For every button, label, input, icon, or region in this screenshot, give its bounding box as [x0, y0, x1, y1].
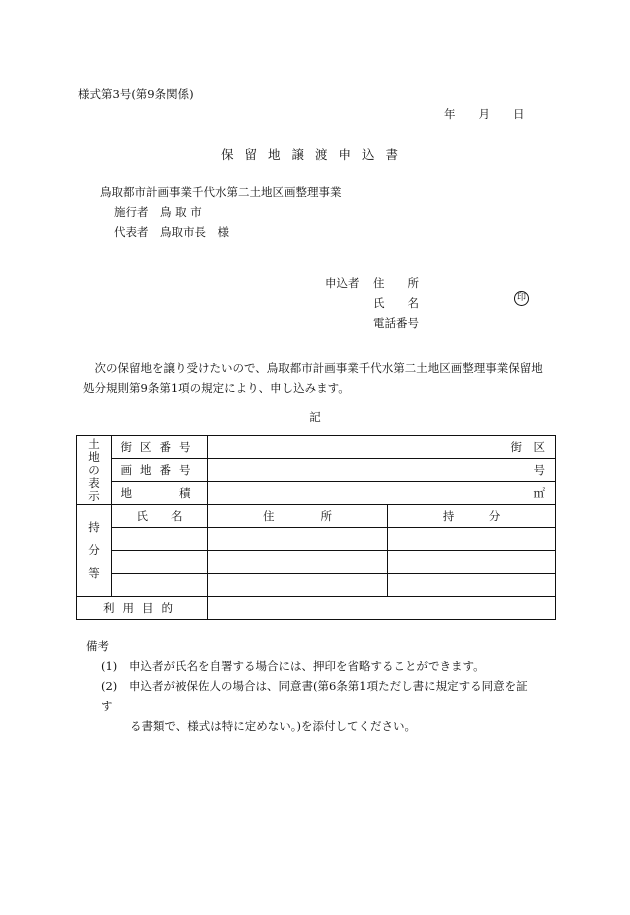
- note-item-continued: る書類で、様式は特に定めない。)を添付してください。: [130, 719, 417, 733]
- notes-heading: 備考: [86, 639, 109, 653]
- area-field[interactable]: [208, 482, 556, 505]
- share-cell[interactable]: [388, 574, 556, 597]
- table-row: [77, 551, 556, 574]
- applicant-label: 申込者: [325, 276, 360, 290]
- address-cell[interactable]: [208, 551, 388, 574]
- representative-line: 代表者 鳥取市長 様: [114, 225, 229, 239]
- applicant-block: [325, 273, 419, 333]
- date-line: 年 月 日: [444, 107, 525, 121]
- form-number: 様式第3号(第9条関係): [78, 87, 194, 101]
- block-number-field[interactable]: [208, 436, 556, 459]
- name-cell[interactable]: [112, 528, 208, 551]
- address-label: 住 所: [373, 276, 419, 290]
- table-row: [77, 574, 556, 597]
- lot-number-field[interactable]: [208, 459, 556, 482]
- operator-line: 施行者 鳥 取 市: [114, 205, 202, 219]
- seal-icon: 印: [514, 291, 529, 306]
- address-cell[interactable]: [208, 528, 388, 551]
- block-number-label: 街区番号: [112, 436, 208, 459]
- project-name: 鳥取都市計画事業千代水第二土地区画整理事業: [100, 185, 342, 199]
- share-cell[interactable]: [388, 528, 556, 551]
- phone-label: 電話番号: [373, 316, 419, 330]
- statement-paragraph: 次の保留地を譲り受けたいので、鳥取都市計画事業千代水第二土地区画整理事業保留地処分規則第9条第1項の規定により、申し込みます。: [83, 361, 543, 395]
- purpose-field[interactable]: [208, 597, 556, 620]
- share-group-label: 持 分 等: [77, 505, 112, 597]
- name-cell[interactable]: [112, 551, 208, 574]
- area-label: 地 積: [112, 482, 208, 505]
- purpose-label: 利用目的: [77, 597, 208, 620]
- area-unit: ㎡: [533, 486, 545, 500]
- ki-heading: 記: [309, 410, 321, 424]
- col-address-header: 住 所: [208, 505, 388, 528]
- table-row: [77, 528, 556, 551]
- notes-block: [86, 636, 560, 736]
- lot-suffix: 号: [533, 463, 545, 477]
- name-cell[interactable]: [112, 574, 208, 597]
- col-share-header: 持 分: [388, 505, 556, 528]
- land-display-label: 土 地 の 表 示: [77, 436, 112, 505]
- block-suffix: 街 区: [510, 440, 545, 454]
- land-table: [76, 435, 556, 620]
- application-statement: [83, 358, 553, 398]
- lot-number-label: 画地番号: [112, 459, 208, 482]
- share-cell[interactable]: [388, 551, 556, 574]
- name-label: 氏 名: [373, 296, 419, 310]
- col-name-header: 氏 名: [112, 505, 208, 528]
- note-item: (1) 申込者が氏名を自署する場合には、押印を省略することができます。: [101, 659, 485, 673]
- address-cell[interactable]: [208, 574, 388, 597]
- addressee-block: [100, 182, 342, 242]
- document-title: 保留地譲渡申込書: [220, 147, 409, 162]
- note-item: (2) 申込者が被保佐人の場合は、同意書(第6条第1項ただし書に規定する同意を証す: [101, 679, 528, 713]
